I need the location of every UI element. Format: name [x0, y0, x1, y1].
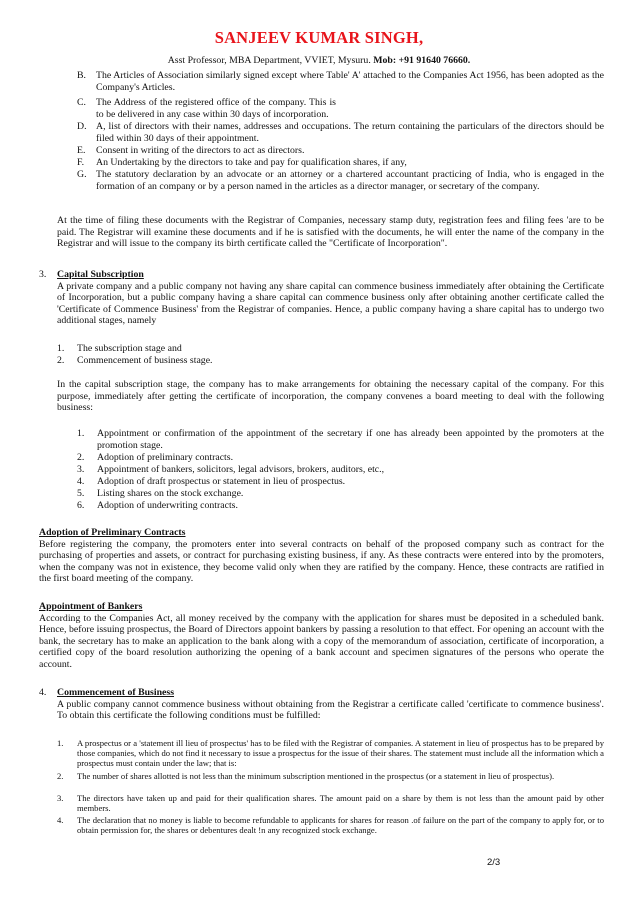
condition-item: [57, 771, 604, 781]
item-label: 2.: [57, 771, 64, 781]
section-capital-subscription: [39, 269, 604, 327]
item-text: Consent in writing of the directors to act as directors.: [96, 145, 305, 156]
section-paragraph: A public company cannot commence business without obtaining from the Registrar a certificate called 'certificate to commence business'. To obtain this certificate the following conditions must be fulfilled:: [57, 698, 604, 722]
item-text: The number of shares allotted is not less than the minimum subscription mentioned in the prospectus (or a statement in lieu of prospectus).: [77, 771, 555, 781]
item-text: An Undertaking by the directors to take and pay for qualification shares, if any,: [96, 157, 407, 168]
item-label: B.: [77, 70, 86, 81]
section-heading: Appointment of Bankers: [39, 601, 143, 612]
section-heading: Capital Subscription: [57, 269, 144, 280]
doc-item-g: [77, 169, 604, 192]
page-number: 2/3: [487, 857, 501, 868]
item-text: Listing shares on the stock exchange.: [97, 488, 244, 499]
section-number: 4.: [39, 687, 47, 698]
item-text: Adoption of underwriting contracts.: [97, 500, 238, 511]
item-label: 5.: [77, 488, 85, 499]
business-item: [77, 488, 604, 500]
item-text: Appointment of bankers, solicitors, legal advisors, brokers, auditors, etc.,: [97, 464, 385, 475]
item-label: 4.: [77, 476, 85, 487]
item-label: D.: [77, 121, 87, 132]
capital-stage-paragraph: In the capital subscription stage, the company has to make arrangements for obtaining the necessary capital of the company. For this purpose, immediately after getting the certificate of incorporation, the company convenes a board meeting to deal with the following business:: [57, 379, 604, 414]
section-paragraph: A private company and a public company not having any share capital can commence business immediately after obtaining the Certificate of Incorporation, but a public company having a share capital can commence business only after obtaining another certificate called the 'Certificate of Commence Business' from the Registrar of companies. Hence, a public company having a share capital has to undergo two additional stages, namely: [57, 280, 604, 327]
item-text: Commencement of business stage.: [77, 355, 213, 366]
item-text: The statutory declaration by an advocate or an attorney or a chartered accountant practicing of India, who is engaged in the formation of an company or by a person named in the articles as a director manager, or secretary of the company.: [96, 169, 604, 192]
section-paragraph: According to the Companies Act, all money received by the company with the application for shares must be deposited in a scheduled bank. Hence, before issuing prospectus, the Board of Directors appoint bankers by passing a resolution to that effect. For opening an account with the bank, the secretary has to make an application to the bank along with a copy of the memorandum of association, certificate of incorporation, a certified copy of the board resolution authorizing the opening of a bank account and specimen signatures of the persons who operate the account.: [39, 612, 604, 670]
condition-item: [57, 738, 604, 769]
item-label: 4.: [57, 815, 64, 825]
section-number: 3.: [39, 269, 47, 280]
section-commencement-business: [39, 687, 604, 722]
condition-item: [57, 815, 604, 835]
item-text: Appointment or confirmation of the appointment of the secretary if one has already been appointed by the promoters at the promotion stage.: [97, 428, 604, 451]
business-item: [77, 476, 604, 488]
author-position: Asst Professor, MBA Department, VVIET, Mysuru.: [167, 55, 371, 66]
doc-item-b: [77, 70, 604, 93]
doc-item-c: [77, 97, 604, 120]
item-label: 3.: [77, 464, 85, 475]
item-label: G.: [77, 169, 87, 180]
business-item: [77, 452, 604, 464]
item-text: The declaration that no money is liable to become refundable to applicants for shares for reason .of failure on the part of the company to apply for, or to obtain permission for, the shares or debentures dealt !n any recognized stock exchange.: [77, 815, 604, 836]
author-mobile: Mob: +91 91640 76660.: [373, 55, 471, 66]
author-name: SANJEEV KUMAR SINGH,: [214, 28, 424, 47]
author-details: [0, 55, 638, 66]
business-item: [77, 428, 604, 451]
doc-item-d: [77, 121, 604, 144]
item-label: 1.: [57, 738, 64, 748]
item-label: 3.: [57, 793, 64, 803]
section-heading: Commencement of Business: [57, 687, 175, 698]
item-text: The subscription stage and: [77, 343, 182, 354]
item-text: Adoption of preliminary contracts.: [97, 452, 234, 463]
item-label: C.: [77, 97, 86, 108]
item-text: The directors have taken up and paid for their qualification shares. The amount paid on a share by them is not less than the amount paid by other members.: [77, 793, 604, 814]
doc-item-f: [77, 157, 604, 169]
business-item: [77, 500, 604, 512]
section-preliminary-contracts: [39, 527, 604, 585]
section-heading: Adoption of Preliminary Contracts: [39, 527, 186, 538]
condition-item: [57, 793, 604, 813]
filing-paragraph: At the time of filing these documents with the Registrar of Companies, necessary stamp duty, registration fees and filing fees 'are to be paid. The Registrar will examine these documents and if he is satisfied with the documents, he will enter the name of the company in the Registrar and will issue to the company its birth certificate called the "Certificate of Incorporation".: [57, 215, 604, 250]
item-label: 1.: [77, 428, 85, 439]
item-text: The Address of the registered office of the company. This is to be delivered in any case within 30 days of incorporation.: [96, 97, 336, 120]
stage-item: [57, 355, 604, 367]
item-label: 6.: [77, 500, 85, 511]
business-item: [77, 464, 604, 476]
item-label: 1.: [57, 343, 65, 354]
section-appointment-bankers: [39, 601, 604, 671]
section-paragraph: Before registering the company, the promoters enter into several contracts on behalf of the proposed company such as contract for the purchasing of properties and assets, or contract for purchasing existing business, if any. As these contracts were entered into by the promoters, when the company was not in existence, they become valid only when they are ratified by the company. Hence, these contracts are ratified in the first board meeting of the company.: [39, 538, 604, 585]
item-text: A, list of directors with their names, addresses and occupations. The return containing the particulars of the directors should be filed within 30 days of their appointment.: [96, 121, 604, 144]
item-label: F.: [77, 157, 85, 168]
item-text: A prospectus or a 'statement ill lieu of prospectus' has to be filed with the Registrar of companies. A statement in lieu of prospectus has to be prepared by those companies, which do not find it necessary to issue a prospectus for the issue of their shares. The statement must include all the information which a prospectus must contain under the law; that is:: [77, 738, 604, 769]
doc-item-e: [77, 145, 604, 157]
item-label: E.: [77, 145, 86, 156]
item-label: 2.: [77, 452, 85, 463]
item-label: 2.: [57, 355, 65, 366]
stage-item: [57, 343, 604, 355]
item-text: The Articles of Association similarly signed except where Table' A' attached to the Companies Act 1956, has been adopted as the Company's Articles.: [96, 70, 604, 93]
item-text: Adoption of draft prospectus or statement in lieu of prospectus.: [97, 476, 346, 487]
